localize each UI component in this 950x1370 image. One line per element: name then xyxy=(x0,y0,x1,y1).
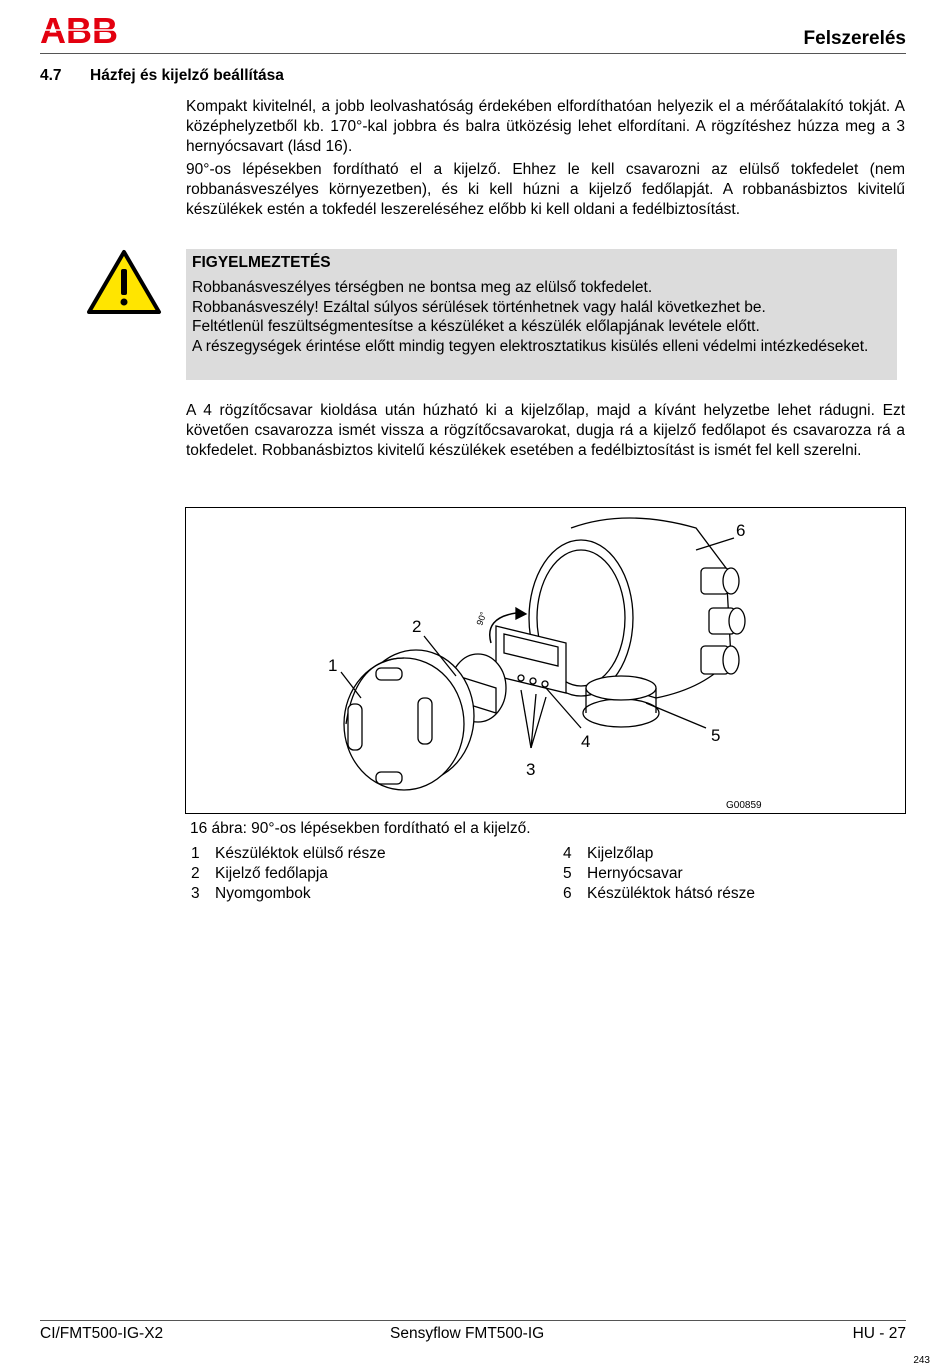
chapter-title: Felszerelés xyxy=(803,28,906,49)
footer-page-label: HU - 27 xyxy=(852,1325,906,1342)
footer-divider xyxy=(40,1320,906,1321)
footer-document-id: CI/FMT500-IG-X2 xyxy=(40,1325,164,1342)
section-number: 4.7 xyxy=(40,67,62,84)
legend-number: 5 xyxy=(563,865,572,882)
angle-label: 90° xyxy=(474,610,489,627)
header-divider xyxy=(40,53,906,54)
callout-5: 5 xyxy=(711,726,721,745)
warning-line: Robbanásveszély! Ezáltal súlyos sérülések történhetnek vagy halál következhet be. xyxy=(192,298,766,316)
warning-title: FIGYELMEZTETÉS xyxy=(192,254,331,271)
callout-4: 4 xyxy=(581,732,591,751)
legend-number: 4 xyxy=(563,845,572,862)
legend-label: Kijelző fedőlapja xyxy=(215,865,328,882)
warning-line: A részegységek érintése előtt mindig tegyen elektrosztatikus kisülés elleni védelmi intézkedéseket. xyxy=(192,337,869,355)
legend-number: 6 xyxy=(563,885,572,902)
callout-1: 1 xyxy=(328,656,338,675)
legend-number: 2 xyxy=(191,865,200,882)
figure-16 xyxy=(185,507,906,814)
page-number: 243 xyxy=(913,1355,930,1366)
legend-label: Kijelzőlap xyxy=(587,845,654,862)
abb-logo xyxy=(40,14,118,46)
legend-label: Nyomgombok xyxy=(215,885,311,902)
callout-3: 3 xyxy=(526,760,536,779)
section-title: Házfej és kijelző beállítása xyxy=(90,67,284,84)
figure-caption: 16 ábra: 90°-os lépésekben fordítható el a kijelző. xyxy=(190,820,531,837)
warning-box xyxy=(186,249,897,380)
legend-number: 1 xyxy=(191,845,200,862)
footer-product-name: Sensyflow FMT500-IG xyxy=(390,1325,545,1342)
display-rotation-paragraph: 90°-os lépésekben fordítható el a kijelző. Ehhez le kell csavarozni az elülső tokfedelet (nem robbanásveszélyes környezetben), és ki kell húzni a kijelző fedőlapját. A robbanásbiztos kivitelű készülékek estén a tokfedél leszereléséhez előbb ki kell oldani a fedélbiztosítást. xyxy=(186,161,905,218)
exploded-view-drawing xyxy=(186,508,905,813)
callout-2: 2 xyxy=(412,617,422,636)
warning-triangle-icon xyxy=(86,249,162,315)
figure-code: G00859 xyxy=(726,800,762,811)
warning-line: Feltétlenül feszültségmentesítse a készüléket a készülék előlapjának levétele előtt. xyxy=(192,318,760,335)
warning-line: Robbanásveszélyes térségben ne bontsa meg az elülső tokfedelet. xyxy=(192,279,653,296)
legend-label: Hernyócsavar xyxy=(587,865,683,882)
logo-text: ABB xyxy=(40,14,118,46)
legend-label: Készüléktok elülső része xyxy=(215,845,386,862)
legend-label: Készüléktok hátsó része xyxy=(587,885,756,902)
callout-6: 6 xyxy=(736,521,746,540)
display-mounting-paragraph: A 4 rögzítőcsavar kioldása után húzható ki a kijelzőlap, majd a kívánt helyzetbe lehet rádugni. Ezt követően csavarozza ismét vissza a rögzítőcsavarokat, dugja rá a kijelző fedőlapot és csavarozza rá a tokfedelet. Robbanásbiztos kivitelű készülékek esetében a fedélbiztosítást is ismét fel kell szerelni. xyxy=(186,402,905,459)
legend-number: 3 xyxy=(191,885,200,902)
intro-paragraph: Kompakt kivitelnél, a jobb leolvashatóság érdekében elfordíthatóan helyezik el a mérőátalakító tokját. A középhelyzetből kb. 170°-kal jobbra és balra ütközésig lehet elfordítani. A rögzítéshez húzza meg a 3 hernyócsavart (lásd 16). xyxy=(186,98,905,155)
